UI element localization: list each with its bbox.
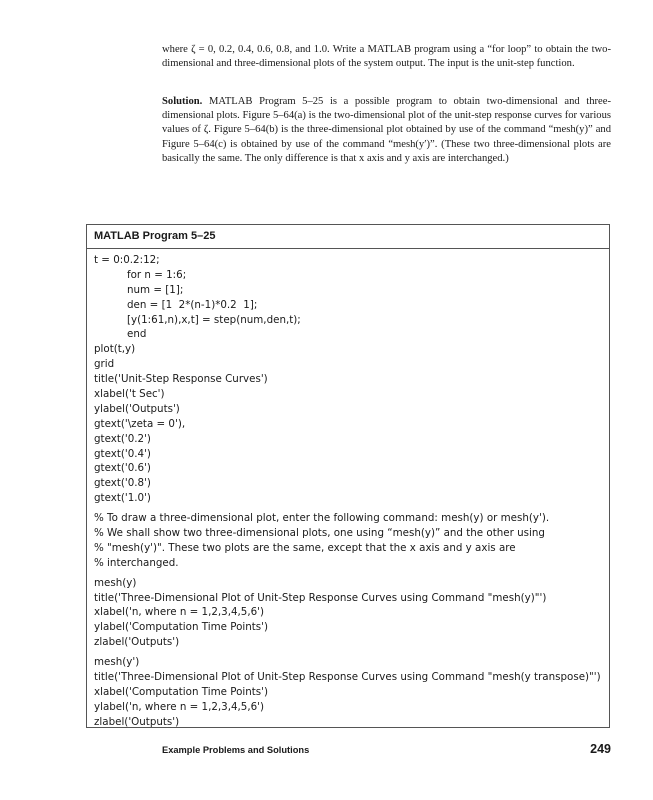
code-line: xlabel('Computation Time Points') (94, 685, 269, 698)
code-line: gtext('0.4') (94, 447, 151, 460)
code-line: % To draw a three-dimensional plot, enter the following command: mesh(y) or mesh(y'). (94, 512, 550, 525)
code-line: gtext('0.8') (94, 477, 151, 490)
code-line: [y(1:61,n),x,t] = step(num,den,t); (127, 313, 301, 326)
code-line: xlabel('t Sec') (94, 388, 165, 401)
solution-text: MATLAB Program 5–25 is a possible program to obtain two-dimensional and three-dimensional plots. Figure 5–64(a) is the two-dimensional plot of the unit-step response curves for various values of ζ. Figure 5–64(b) is the three-dimensional plot obtained by use of the command “mesh(y)” and Figure 5–64(c) is obtained by use of the command “mesh(y′)”. (These two three-dimensional plots are basically the same. The only difference is that x axis and y axis are interchanged.) (162, 96, 611, 164)
program-code (87, 249, 609, 730)
code-line: title('Unit-Step Response Curves') (94, 373, 268, 386)
code-line: ylabel('Computation Time Points') (94, 621, 269, 634)
code-line: % We shall show two three-dimensional plots, one using “mesh(y)” and the other using (94, 527, 545, 540)
code-line: % interchanged. (94, 556, 179, 569)
code-line: zlabel('Outputs') (94, 636, 180, 649)
code-line: end (127, 328, 147, 341)
code-line: gtext('\zeta = 0'), (94, 417, 186, 430)
code-line: plot(t,y) (94, 343, 136, 356)
code-line: den = [1 2*(n-1)*0.2 1]; (127, 298, 258, 311)
code-line: num = [1]; (127, 283, 184, 296)
code-line: grid (94, 358, 115, 371)
code-line: xlabel('n, where n = 1,2,3,4,5,6') (94, 606, 265, 619)
code-line: gtext('1.0') (94, 492, 151, 505)
code-line: gtext('0.2') (94, 432, 151, 445)
code-line: % "mesh(y')". These two plots are the same, except that the x axis and y axis are (94, 541, 516, 554)
code-line: for n = 1:6; (127, 268, 187, 281)
program-title: MATLAB Program 5–25 (87, 225, 609, 249)
solution-label: Solution. (162, 96, 203, 107)
code-line: gtext('0.6') (94, 462, 151, 475)
code-line: zlabel('Outputs') (94, 715, 180, 728)
code-line: ylabel('n, where n = 1,2,3,4,5,6') (94, 700, 265, 713)
page-number: 249 (590, 742, 611, 756)
solution-paragraph (162, 95, 611, 166)
code-line: ylabel('Outputs') (94, 402, 180, 415)
code-line: mesh(y') (94, 656, 140, 669)
code-line: title('Three-Dimensional Plot of Unit-Step Response Curves using Command "mesh(y)"') (94, 591, 547, 604)
code-line: mesh(y) (94, 576, 137, 589)
code-line: t = 0:0.2:12; (94, 254, 160, 266)
intro-paragraph: where ζ = 0, 0.2, 0.4, 0.6, 0.8, and 1.0. Write a MATLAB program using a “for loop” to obtain the two-dimensional and three-dimensional plots of the system output. The input is the unit-step function. (162, 44, 611, 70)
code-line: title('Three-Dimensional Plot of Unit-Step Response Curves using Command "mesh(y transpose)"') (94, 671, 601, 684)
footer-section-title: Example Problems and Solutions (162, 745, 310, 755)
matlab-program-box (86, 224, 610, 728)
